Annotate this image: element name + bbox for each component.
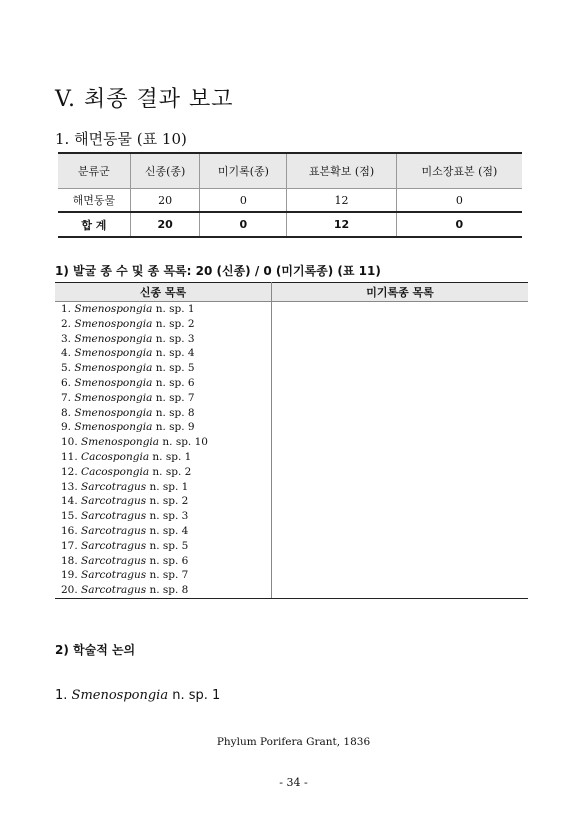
species-suffix: n. sp. 6 bbox=[149, 554, 189, 567]
new-species-item bbox=[55, 332, 272, 347]
unrecorded-species-item bbox=[272, 524, 529, 539]
table-row bbox=[55, 361, 528, 376]
species-genus: Smenospongia bbox=[81, 436, 160, 449]
species-suffix: n. sp. 3 bbox=[155, 332, 195, 345]
cell-unstored: 0 bbox=[396, 189, 522, 213]
species-genus: Smenospongia bbox=[74, 332, 153, 345]
species-number: 10. bbox=[61, 436, 78, 449]
new-species-item bbox=[55, 317, 272, 332]
species-suffix: n. sp. 8 bbox=[149, 584, 189, 597]
cell-taxon: 해면동물 bbox=[58, 189, 130, 213]
species-number: 5. bbox=[61, 362, 72, 375]
new-species-item bbox=[55, 376, 272, 391]
table-row bbox=[55, 524, 528, 539]
unrecorded-species-item bbox=[272, 317, 529, 332]
species-suffix: n. sp. 5 bbox=[155, 362, 195, 375]
species-genus: Smenospongia bbox=[74, 391, 153, 404]
unrecorded-species-item bbox=[272, 420, 529, 435]
table-row bbox=[55, 509, 528, 524]
new-species-item bbox=[55, 554, 272, 569]
species-number: 18. bbox=[61, 554, 78, 567]
species-suffix: n. sp. 4 bbox=[155, 347, 195, 360]
table-row bbox=[55, 332, 528, 347]
species-number: 11. bbox=[61, 450, 78, 463]
species-genus: Smenospongia bbox=[74, 303, 153, 315]
total-row bbox=[58, 212, 522, 237]
unrecorded-species-item bbox=[272, 465, 529, 480]
species-heading-suffix: n. sp. 1 bbox=[172, 688, 221, 703]
species-genus: Sarcotragus bbox=[81, 539, 147, 552]
species-number: 15. bbox=[61, 510, 78, 523]
species-genus: Smenospongia bbox=[74, 421, 153, 434]
new-species-item bbox=[55, 450, 272, 465]
new-species-item bbox=[55, 346, 272, 361]
species-suffix: n. sp. 2 bbox=[152, 465, 192, 478]
species-genus: Sarcotragus bbox=[81, 554, 147, 567]
table-row bbox=[55, 391, 528, 406]
header-new-species-list: 신종 목록 bbox=[55, 283, 272, 302]
new-species-item bbox=[55, 435, 272, 450]
table-row bbox=[55, 302, 528, 317]
unrecorded-species-item bbox=[272, 332, 529, 347]
species-genus: Sarcotragus bbox=[81, 510, 147, 523]
unrecorded-species-item bbox=[272, 568, 529, 583]
unrecorded-species-item bbox=[272, 302, 529, 317]
species-list-header-row bbox=[55, 283, 528, 302]
species-genus: Sarcotragus bbox=[81, 584, 147, 597]
new-species-item bbox=[55, 583, 272, 598]
species-suffix: n. sp. 6 bbox=[155, 376, 195, 389]
table-row bbox=[55, 420, 528, 435]
unrecorded-species-item bbox=[272, 346, 529, 361]
species-suffix: n. sp. 1 bbox=[155, 303, 195, 315]
page-number: - 34 - bbox=[279, 776, 308, 789]
unrecorded-species-item bbox=[272, 406, 529, 421]
unrecorded-species-item bbox=[272, 435, 529, 450]
subsection-title-discussion: 2) 학술적 논의 bbox=[55, 643, 136, 657]
species-heading bbox=[55, 688, 220, 703]
species-heading-number: 1. bbox=[55, 688, 68, 703]
species-number: 16. bbox=[61, 524, 78, 537]
species-number: 6. bbox=[61, 376, 72, 389]
species-number: 8. bbox=[61, 406, 72, 419]
subsection-title-species-count: 1) 발굴 종 수 및 종 목록: 20 (신종) / 0 (미기록종) (표 11) bbox=[55, 264, 381, 278]
species-number: 3. bbox=[61, 332, 72, 345]
new-species-item bbox=[55, 302, 272, 317]
unrecorded-species-item bbox=[272, 391, 529, 406]
unrecorded-species-item bbox=[272, 583, 529, 598]
table-row bbox=[55, 494, 528, 509]
species-list-table bbox=[55, 282, 528, 599]
new-species-item bbox=[55, 539, 272, 554]
unrecorded-species-item bbox=[272, 450, 529, 465]
table-row bbox=[55, 554, 528, 569]
cell-specimens: 12 bbox=[287, 189, 396, 213]
new-species-item bbox=[55, 509, 272, 524]
species-genus: Sarcotragus bbox=[81, 569, 147, 582]
species-genus: Sarcotragus bbox=[81, 495, 147, 508]
species-genus: Smenospongia bbox=[74, 376, 153, 389]
species-number: 2. bbox=[61, 317, 72, 330]
header-unrecorded-list: 미기록종 목록 bbox=[272, 283, 529, 302]
species-genus: Smenospongia bbox=[74, 406, 153, 419]
species-genus: Sarcotragus bbox=[81, 480, 147, 493]
table-row bbox=[55, 583, 528, 598]
species-suffix: n. sp. 3 bbox=[149, 510, 189, 523]
species-number: 13. bbox=[61, 480, 78, 493]
unrecorded-species-item bbox=[272, 539, 529, 554]
species-number: 17. bbox=[61, 539, 78, 552]
species-number: 20. bbox=[61, 584, 78, 597]
unrecorded-species-item bbox=[272, 554, 529, 569]
species-number: 19. bbox=[61, 569, 78, 582]
species-suffix: n. sp. 10 bbox=[162, 436, 208, 449]
header-taxon: 분류군 bbox=[58, 153, 130, 189]
species-suffix: n. sp. 1 bbox=[152, 450, 192, 463]
species-number: 14. bbox=[61, 495, 78, 508]
new-species-item bbox=[55, 406, 272, 421]
total-new-species: 20 bbox=[130, 212, 200, 237]
total-unstored: 0 bbox=[396, 212, 522, 237]
species-genus: Cacospongia bbox=[81, 450, 150, 463]
table-row bbox=[55, 406, 528, 421]
summary-header-row bbox=[58, 153, 522, 189]
header-new-species: 신종(종) bbox=[130, 153, 200, 189]
species-heading-genus: Smenospongia bbox=[71, 688, 169, 703]
species-suffix: n. sp. 9 bbox=[155, 421, 195, 434]
table-row bbox=[58, 189, 522, 213]
table-row bbox=[55, 376, 528, 391]
phylum-line: Phylum Porifera Grant, 1836 bbox=[216, 736, 371, 748]
new-species-item bbox=[55, 391, 272, 406]
table-row bbox=[55, 480, 528, 495]
species-suffix: n. sp. 2 bbox=[149, 495, 189, 508]
table-row bbox=[55, 435, 528, 450]
species-suffix: n. sp. 4 bbox=[149, 524, 189, 537]
new-species-item bbox=[55, 494, 272, 509]
unrecorded-species-item bbox=[272, 361, 529, 376]
species-number: 9. bbox=[61, 421, 72, 434]
species-number: 1. bbox=[61, 303, 72, 315]
species-number: 7. bbox=[61, 391, 72, 404]
table-row bbox=[55, 346, 528, 361]
species-suffix: n. sp. 7 bbox=[149, 569, 189, 582]
unrecorded-species-item bbox=[272, 509, 529, 524]
unrecorded-species-item bbox=[272, 480, 529, 495]
species-suffix: n. sp. 8 bbox=[155, 406, 195, 419]
header-unstored: 미소장표본 (점) bbox=[396, 153, 522, 189]
new-species-item bbox=[55, 568, 272, 583]
table-row bbox=[55, 317, 528, 332]
species-list-body bbox=[55, 302, 528, 599]
unrecorded-species-item bbox=[272, 494, 529, 509]
summary-table bbox=[58, 152, 522, 238]
species-suffix: n. sp. 1 bbox=[149, 480, 189, 493]
table-row bbox=[55, 568, 528, 583]
unrecorded-species-item bbox=[272, 376, 529, 391]
header-specimens: 표본확보 (점) bbox=[287, 153, 396, 189]
species-genus: Sarcotragus bbox=[81, 524, 147, 537]
species-number: 12. bbox=[61, 465, 78, 478]
cell-unrecorded: 0 bbox=[200, 189, 287, 213]
species-genus: Smenospongia bbox=[74, 362, 153, 375]
species-genus: Cacospongia bbox=[81, 465, 150, 478]
section-title: 1. 해면동물 (표 10) bbox=[55, 130, 187, 148]
table-row bbox=[55, 539, 528, 554]
cell-new-species: 20 bbox=[130, 189, 200, 213]
new-species-item bbox=[55, 480, 272, 495]
new-species-item bbox=[55, 420, 272, 435]
species-number: 4. bbox=[61, 347, 72, 360]
header-unrecorded: 미기록(종) bbox=[200, 153, 287, 189]
species-suffix: n. sp. 5 bbox=[149, 539, 189, 552]
total-specimens: 12 bbox=[287, 212, 396, 237]
total-label: 합 계 bbox=[58, 212, 130, 237]
new-species-item bbox=[55, 465, 272, 480]
new-species-item bbox=[55, 361, 272, 376]
species-genus: Smenospongia bbox=[74, 347, 153, 360]
species-suffix: n. sp. 2 bbox=[155, 317, 195, 330]
species-genus: Smenospongia bbox=[74, 317, 153, 330]
table-row bbox=[55, 450, 528, 465]
species-suffix: n. sp. 7 bbox=[155, 391, 195, 404]
chapter-title: V. 최종 결과 보고 bbox=[55, 87, 234, 112]
total-unrecorded: 0 bbox=[200, 212, 287, 237]
table-row bbox=[55, 465, 528, 480]
new-species-item bbox=[55, 524, 272, 539]
